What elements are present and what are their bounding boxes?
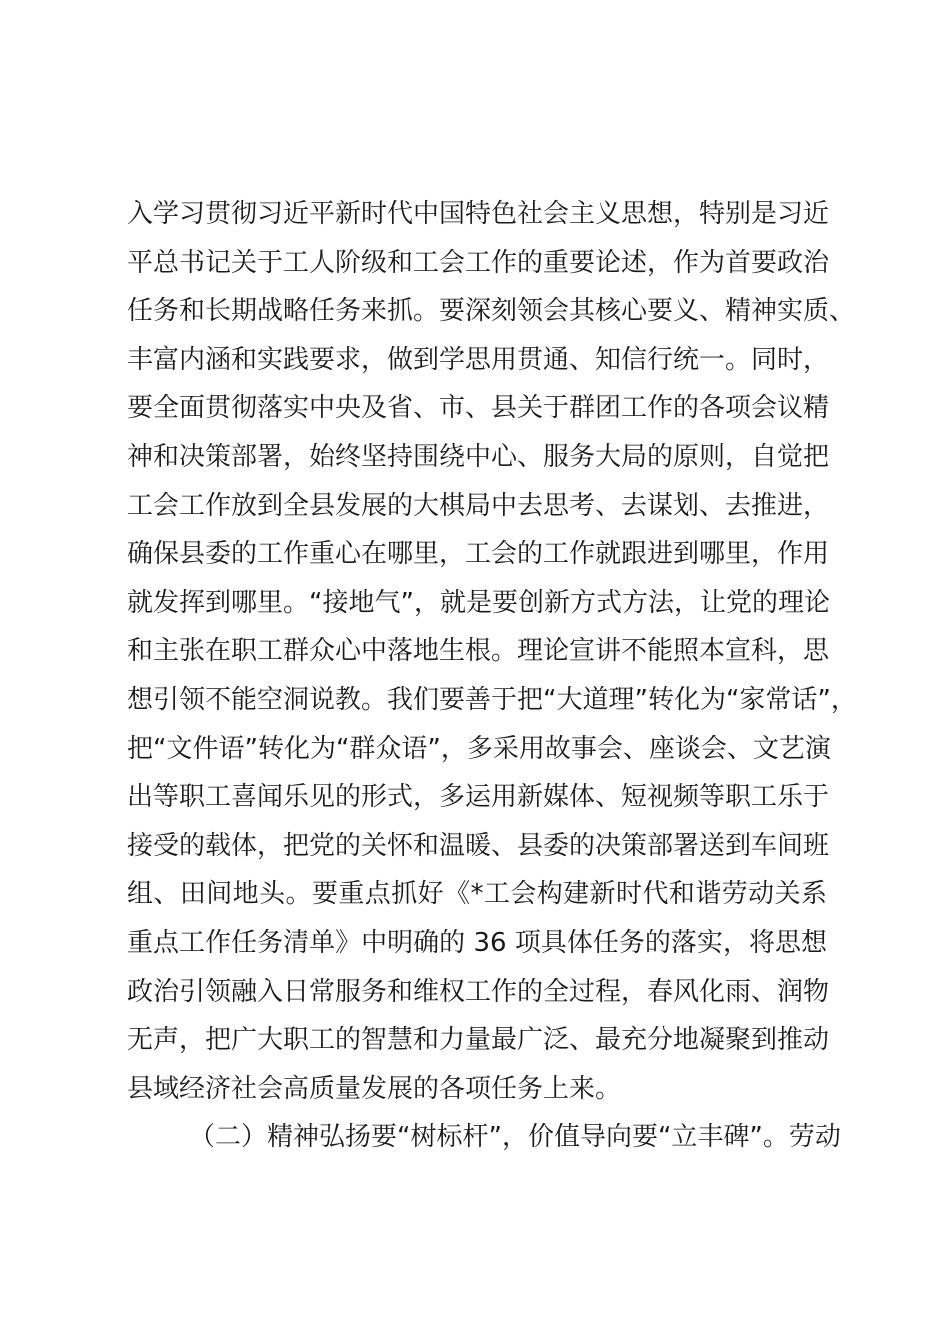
text-line: 重点工作任务清单》中明确的 36 项具体任务的落实，将思想 [127, 927, 827, 958]
text-line: 把“文件语”转化为“群众语”，多采用故事会、座谈会、文艺演 [127, 733, 831, 764]
text-line: 平总书记关于工人阶级和工会工作的重要论述，作为首要政治 [127, 247, 830, 278]
text-line: 组、田间地头。要重点抓好《*工会构建新时代和谐劳动关系 [127, 879, 827, 910]
paragraph-end-line: 县域经济社会高质量发展的各项任务上来。 [127, 1073, 622, 1104]
text-line: 神和决策部署，始终坚持围绕中心、服务大局的原则，自觉把 [127, 441, 830, 472]
text-line: 工会工作放到全县发展的大棋局中去思考、去谋划、去推进， [127, 490, 830, 521]
text-line: 任务和长期战略任务来抓。要深刻领会其核心要义、精神实质、 [127, 296, 856, 327]
text-line: 就发挥到哪里。“接地气”，就是要创新方式方法，让党的理论 [127, 587, 830, 618]
text-line: 确保县委的工作重心在哪里，工会的工作就跟进到哪里，作用 [127, 539, 830, 570]
body-text [127, 190, 857, 1162]
text-line: 丰富内涵和实践要求，做到学思用贯通、知信行统一。同时， [127, 344, 830, 375]
text-line: 出等职工喜闻乐见的形式，多运用新媒体、短视频等职工乐于 [127, 782, 830, 813]
text-line: 想引领不能空洞说教。我们要善于把“大道理”转化为“家常话”， [127, 684, 857, 715]
text-line: 接受的载体，把党的关怀和温暖、县委的决策部署送到车间班 [127, 830, 830, 861]
text-line: 无声，把广大职工的智慧和力量最广泛、最充分地凝聚到推动 [127, 1025, 830, 1056]
text-line: 政治引领融入日常服务和维权工作的全过程，春风化雨、润物 [127, 976, 830, 1007]
text-line: 入学习贯彻习近平新时代中国特色社会主义思想，特别是习近 [127, 199, 830, 229]
text-line: 和主张在职工群众心中落地生根。理论宣讲不能照本宣科，思 [127, 636, 830, 667]
section-heading-line: （二）精神弘扬要“树标杆”，价值导向要“立丰碑”。劳动 [189, 1122, 841, 1153]
text-line: 要全面贯彻落实中央及省、市、县关于群团工作的各项会议精 [127, 393, 830, 424]
